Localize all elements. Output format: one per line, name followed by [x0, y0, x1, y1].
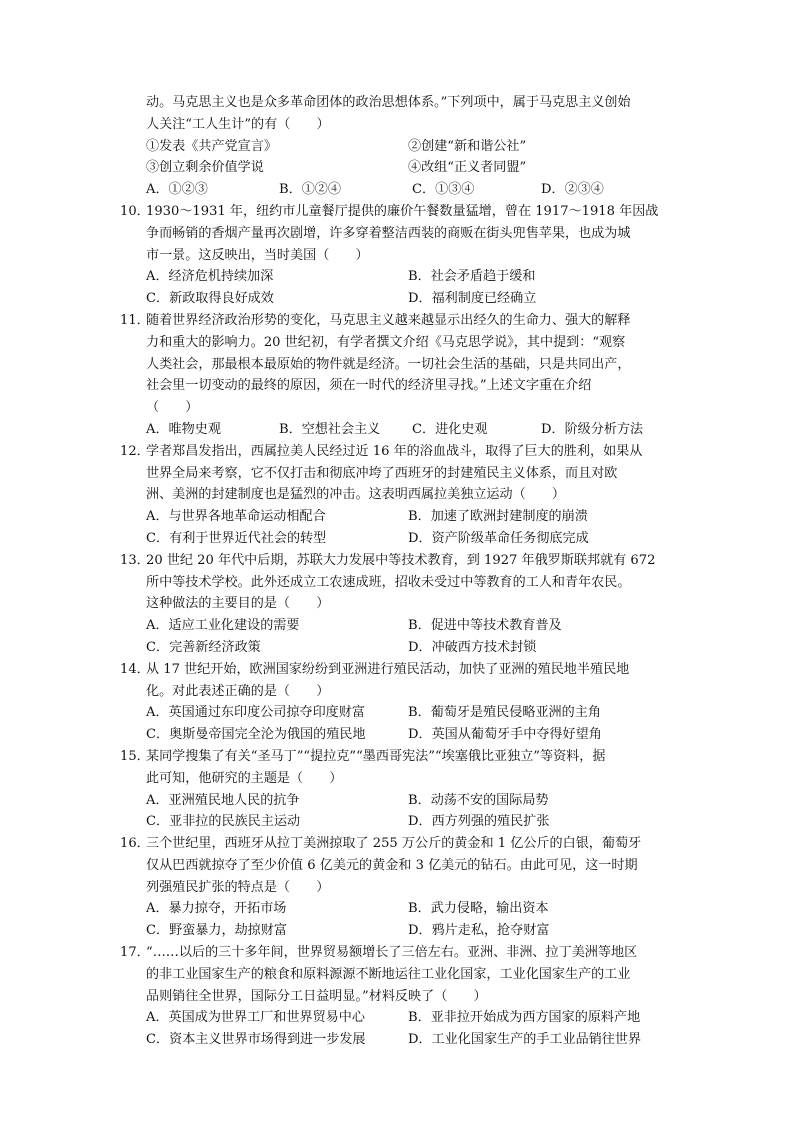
- question-number: 17．: [120, 945, 150, 961]
- answer-option-b: B．亚非拉开始成为西方国家的原料产地: [408, 1010, 641, 1026]
- answer-option-c: C．新政取得良好成效: [146, 291, 274, 307]
- statement-row: [146, 157, 680, 179]
- answer-option-a: A．英国通过东印度公司掠夺印度财富: [146, 705, 365, 721]
- answer-option-a: A．唯物史观: [146, 421, 221, 437]
- question-11: [120, 310, 680, 441]
- question-text-line: 市一景。这反映出，当时美国（ ）: [146, 247, 369, 263]
- answer-option-c: C．①③④: [412, 182, 475, 198]
- question-text-line: 20 世纪 20 年代中后期，苏联大力发展中等技术教育，到 1927 年俄罗斯联邦就有 672: [146, 552, 656, 568]
- question-number: 15．: [120, 748, 150, 764]
- answer-options-row: [146, 615, 680, 637]
- answer-options-row: [146, 724, 680, 746]
- question-text-line: 随着世界经济政治形势的变化，马克思主义越来越显示出经久的生命力、强大的解释: [146, 312, 631, 328]
- question-text-line: 社会里一切变动的最终的原因，须在一时代的经济里寻找。”上述文字重在介绍: [146, 378, 592, 394]
- answer-option-d: D．资产阶级革命任务彻底完成: [408, 530, 589, 546]
- question-text-line: 洲、美洲的封建制度也是猛烈的冲击。这表明西属拉美独立运动（ ）: [146, 487, 565, 503]
- answer-option-b: B．武力侵略，输出资本: [408, 901, 549, 917]
- question-12: [120, 441, 680, 550]
- answer-options-row: [146, 637, 680, 659]
- answer-option-c: C．进化史观: [412, 421, 488, 437]
- answer-option-b: B．葡萄牙是殖民侵略亚洲的主角: [408, 705, 601, 721]
- answer-option-b: B．促进中等技术教育普及: [408, 618, 562, 634]
- statement-item: ④改组“正义者同盟”: [408, 160, 527, 176]
- question-text-line: 力和重大的影响力。20 世纪初，有学者撰文介绍《马克思学说》，其中提到：“观察: [146, 334, 626, 350]
- question-13: [120, 550, 680, 659]
- answer-option-d: D．工业化国家生产的手工业品销往世界: [408, 1032, 642, 1048]
- answer-option-c: C．奥斯曼帝国完全沦为俄国的殖民地: [146, 727, 366, 743]
- answer-option-d: D．阶级分析方法: [541, 421, 644, 437]
- answer-option-d: D．英国从葡萄牙手中夺得好望角: [408, 727, 602, 743]
- answer-options-row: [146, 898, 680, 920]
- question-text-line: 学者郑昌发指出，西属拉美人民经过近 16 年的浴血战斗，取得了巨大的胜利，如果从: [146, 443, 643, 459]
- answer-option-a: A．英国成为世界工厂和世界贸易中心: [146, 1010, 365, 1026]
- question-text-line: 列强殖民扩张的特点是（ ）: [146, 879, 330, 895]
- question-17: [120, 942, 680, 1051]
- question-number: 13．: [120, 552, 150, 568]
- answer-option-a: A．适应工业化建设的需要: [146, 618, 300, 634]
- answer-option-a: A．与世界各地革命运动相配合: [146, 509, 326, 525]
- answer-option-c: C．野蛮暴力，劫掠财富: [146, 923, 287, 939]
- answer-options-row: [146, 811, 680, 833]
- question-text-line: 仅从巴西就掠夺了至少价值 6 亿美元的黄金和 3 亿美元的钻石。由此可见，这一时期: [146, 857, 638, 873]
- answer-option-d: D．西方列强的殖民扩张: [408, 814, 550, 830]
- answer-options-row: [146, 1007, 680, 1029]
- exam-page: [120, 92, 680, 1051]
- answer-options-row: [146, 790, 680, 812]
- answer-option-a: A．亚洲殖民地人民的抗争: [146, 792, 300, 808]
- answer-option-c: C．完善新经济政策: [146, 639, 261, 655]
- question-number: 12．: [120, 443, 150, 459]
- answer-options-row: [146, 1029, 680, 1051]
- question-text-line: （ ）: [146, 400, 199, 416]
- answer-option-d: D．冲破西方技术封锁: [408, 639, 537, 655]
- answer-options-row: [146, 920, 680, 942]
- answer-option-d: D．②③④: [541, 182, 604, 198]
- answer-options-row: [146, 702, 680, 724]
- question-text-line: 1930～1931 年，纽约市儿童餐厅提供的廉价午餐数量猛增，曾在 1917～1918 年因战: [146, 203, 659, 219]
- answer-option-d: D．鸦片走私，抢夺财富: [408, 923, 550, 939]
- answer-option-c: C．资本主义世界市场得到进一步发展: [146, 1032, 366, 1048]
- question-text-line: 此可知，他研究的主题是（ ）: [146, 770, 343, 786]
- question-16: [120, 833, 680, 942]
- answer-option-b: B．加速了欧洲封建制度的崩溃: [408, 509, 588, 525]
- answer-options-row: [146, 266, 680, 288]
- question-text-line: 某同学搜集了有关“圣马丁”“提拉克”“墨西哥宪法”“埃塞俄比亚独立”等资料，据: [146, 748, 606, 764]
- question-text-line: 品则销往全世界，国际分工日益明显。”材料反映了（ ）: [146, 988, 487, 1004]
- question-number: 10．: [120, 203, 150, 219]
- question-text-line: 的非工业国家生产的粮食和原料源源不断地运往工业化国家，工业化国家生产的工业: [146, 966, 631, 982]
- question-text-line: 动。马克思主义也是众多革命团体的政治思想体系。”下列项中，属于马克思主义创始: [146, 95, 631, 110]
- answer-options-row: [146, 528, 680, 550]
- answer-options-row: [146, 506, 680, 528]
- statement-item: ③创立剩余价值学说: [146, 160, 264, 176]
- question-text-line: 三个世纪里，西班牙从拉丁美洲掠取了 255 万公斤的黄金和 1 亿公斤的白银，葡萄牙: [146, 836, 642, 852]
- question-text-line: 化。对此表述正确的是（ ）: [146, 683, 330, 699]
- answer-option-b: B．空想社会主义: [279, 421, 381, 437]
- statement-item: ①发表《共产党宣言》: [146, 138, 277, 154]
- question-number: 11．: [120, 312, 150, 328]
- statement-row: [146, 136, 680, 158]
- question-text-line: 人类社会，那最根本最原始的物件就是经济。一切社会生活的基础，只是共同出产，: [146, 356, 631, 372]
- answer-option-c: C．有利于世界近代社会的转型: [146, 530, 327, 546]
- answer-options-row: [146, 419, 680, 441]
- question-15: [120, 746, 680, 833]
- answer-option-c: C．亚非拉的民族民主运动: [146, 814, 301, 830]
- answer-option-d: D．福利制度已经确立: [408, 291, 537, 307]
- question-text-line: 所中等技术学校。此外还成立工农速成班，招收未受过中等教育的工人和青年农民。: [146, 574, 631, 590]
- question-number: 14．: [120, 661, 150, 677]
- question-14: [120, 659, 680, 746]
- question-text-line: 争而畅销的香烟产量再次剧增，许多穿着整洁西装的商贩在街头兜售苹果，也成为城: [146, 225, 631, 241]
- answer-options-row: [146, 179, 680, 201]
- answer-option-a: A．①②③: [146, 182, 208, 198]
- question-text-line: 这种做法的主要目的是（ ）: [146, 596, 330, 612]
- answer-option-b: B．动荡不安的国际局势: [408, 792, 549, 808]
- statement-item: ②创建“新和谐公社”: [408, 138, 527, 154]
- answer-option-a: A．经济危机持续加深: [146, 269, 274, 285]
- answer-option-b: B．①②④: [279, 182, 341, 198]
- question-number: 16．: [120, 836, 150, 852]
- question-10: [120, 201, 680, 310]
- question-text-line: 人关注“工人生计”的有（ ）: [146, 116, 330, 132]
- question-text-line: 从 17 世纪开始，欧洲国家纷纷到亚洲进行殖民活动，加快了亚洲的殖民地半殖民地: [146, 661, 630, 677]
- question-9-continuation: [146, 92, 680, 201]
- answer-option-a: A．暴力掠夺，开拓市场: [146, 901, 287, 917]
- question-text-line: “……以后的三十多年间，世界贸易额增长了三倍左右。亚洲、非洲、拉丁美洲等地区: [146, 945, 638, 961]
- answer-options-row: [146, 288, 680, 310]
- answer-option-b: B．社会矛盾趋于缓和: [408, 269, 536, 285]
- question-text-line: 世界全局来考察，它不仅打击和彻底冲垮了西班牙的封建殖民主义体系，而且对欧: [146, 465, 618, 481]
